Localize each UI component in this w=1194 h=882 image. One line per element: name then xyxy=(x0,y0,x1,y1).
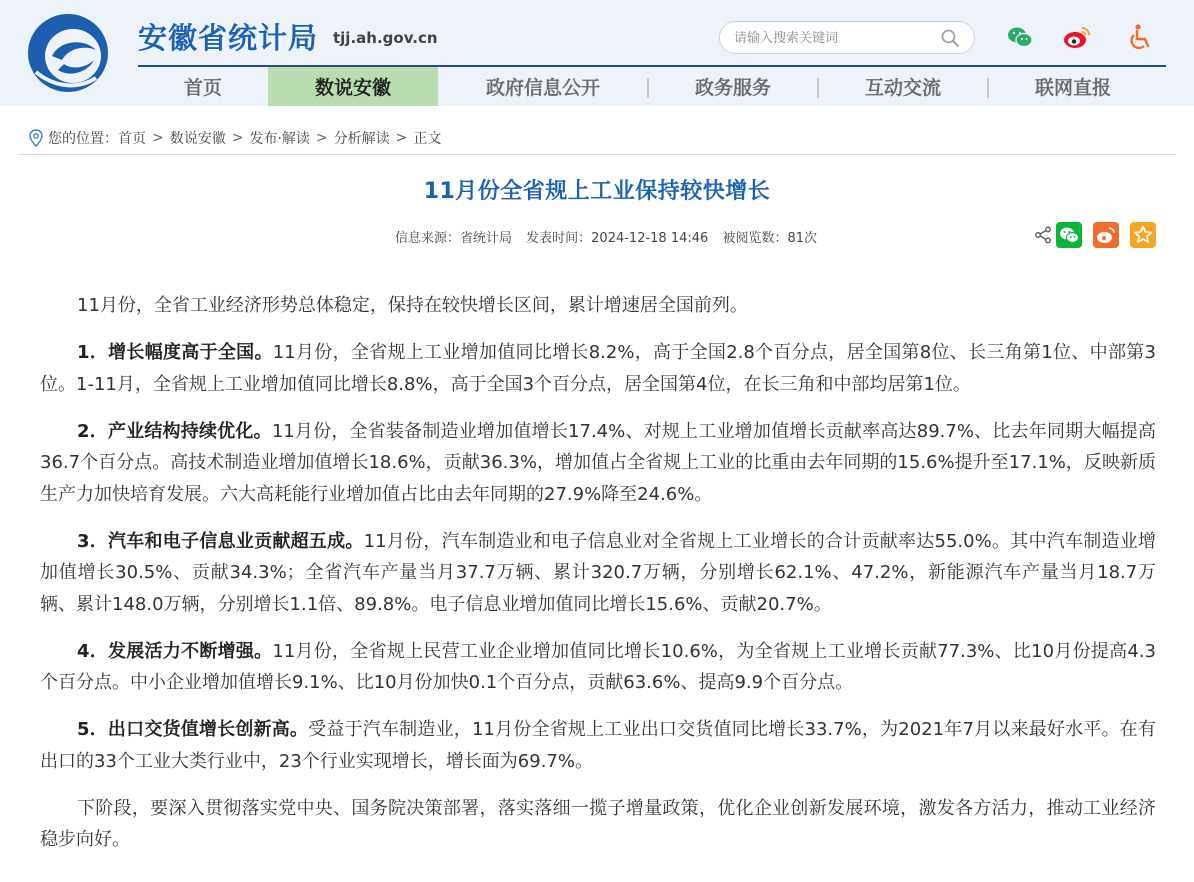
breadcrumb-item-current: 正文 xyxy=(413,131,442,147)
site-name[interactable]: 安徽省统计局 xyxy=(138,21,319,55)
paragraph-lead: 5．出口交货值增长创新高。 xyxy=(77,719,309,740)
share-icon[interactable] xyxy=(1034,226,1052,244)
paragraph-text: 11月份，全省规上民营工业企业增加值同比增长10.6%，为全省规上工业增长贡献77.3%、比10月份提高4.3个百分点。中小企业增加值增长9.1%、比10月份加快0.1个百分点，贡献63.6%、提高9.9个百分点。 xyxy=(40,640,1157,693)
paragraph-lead: 4．发展活力不断增强。 xyxy=(77,640,273,662)
search-icon[interactable] xyxy=(940,28,960,48)
article-views: 被阅览数：81次 xyxy=(722,231,817,246)
nav-gov-info[interactable]: 政府信息公开 xyxy=(485,77,600,99)
nav-online-report[interactable]: 联网直报 xyxy=(1034,77,1111,99)
article-paragraph xyxy=(40,290,1156,322)
share-weibo-button[interactable] xyxy=(1093,222,1119,248)
nav-interaction[interactable]: 互动交流 xyxy=(864,77,941,99)
breadcrumb xyxy=(28,128,441,148)
site-header xyxy=(0,0,1194,106)
article-paragraph xyxy=(40,337,1156,400)
search-input[interactable] xyxy=(734,28,934,48)
accessibility-icon[interactable] xyxy=(1124,22,1154,52)
article-title: 11月份全省规上工业保持较快增长 xyxy=(423,179,771,204)
favorite-button[interactable] xyxy=(1130,222,1156,248)
main-nav xyxy=(138,67,1166,106)
weibo-icon[interactable] xyxy=(1062,22,1092,52)
paragraph-text: 11月份，汽车制造业和电子信息业对全省规上工业增长的合计贡献率达55.0%。其中汽车制造业增加值增长30.5%、贡献34.3%；全省汽车产量当月37.7万辆、累计320.7万辆，分别增长62.1%、47.2%，新能源汽车产量当月18.7万辆、累计148.0万辆，分别增长1.1倍、89.8%。电子信息业增加值同比增长15.6%、贡献20.7%。 xyxy=(40,530,1156,615)
breadcrumb-separator: > xyxy=(395,130,408,146)
breadcrumb-item-home[interactable]: 首页 xyxy=(118,131,146,147)
site-domain: tjj.ah.gov.cn xyxy=(333,29,438,47)
breadcrumb-divider xyxy=(18,154,1176,155)
article-published: 发表时间：2024-12-18 14:46 xyxy=(526,231,709,246)
paragraph-lead: 1．增长幅度高于全国。 xyxy=(77,342,273,363)
article-paragraph xyxy=(40,416,1156,511)
paragraph-text: 11月份，全省装备制造业增加值增长17.4%、对规上工业增加值增长贡献率高达89.7%、比去年同期大幅提高36.7个百分点。高技术制造业增加值增长18.6%，贡献36.3%，增加值占全省规上工业的比重由去年同期的15.6%提升至17.1%，反映新质生产力加快培育发展。六大高耗能行业增加值占比由去年同期的27.9%降至24.6%。 xyxy=(40,420,1156,505)
wechat-icon[interactable] xyxy=(1005,22,1035,52)
article-paragraph xyxy=(40,793,1156,856)
share-wechat-icon xyxy=(1056,222,1082,248)
breadcrumb-separator: > xyxy=(315,130,328,146)
article-paragraph xyxy=(40,526,1156,621)
breadcrumb-item-data-anhui[interactable]: 数说安徽 xyxy=(169,131,226,147)
nav-data-anhui[interactable]: 数说安徽 xyxy=(268,67,438,106)
paragraph-text: 11月份，全省工业经济形势总体稳定，保持在较快增长区间，累计增速居全国前列。 xyxy=(77,295,748,316)
favorite-icon xyxy=(1130,222,1156,248)
search-box xyxy=(719,21,975,54)
breadcrumb-item-analysis[interactable]: 分析解读 xyxy=(333,131,390,147)
location-icon xyxy=(28,129,44,147)
article-meta xyxy=(395,227,827,246)
share-weibo-icon xyxy=(1093,222,1119,248)
article-paragraph xyxy=(40,714,1156,777)
breadcrumb-separator: > xyxy=(152,130,164,146)
share-wechat-button[interactable] xyxy=(1056,222,1082,248)
breadcrumb-item-release[interactable]: 发布·解读 xyxy=(249,131,310,147)
breadcrumb-prefix: 您的位置： xyxy=(48,131,118,147)
paragraph-text: 受益于汽车制造业，11月份全省规上工业出口交货值同比增长33.7%，为2021年7月以来最好水平。在有出口的33个工业大类行业中，23个行业实现增长，增长面为69.7%。 xyxy=(40,719,1156,772)
paragraph-lead: 3．汽车和电子信息业贡献超五成。 xyxy=(77,530,364,552)
nav-gov-services[interactable]: 政务服务 xyxy=(694,77,771,99)
paragraph-text: 11月份，全省规上工业增加值同比增长8.2%，高于全国2.8个百分点，居全国第8位、长三角第1位、中部第3位。1-11月，全省规上工业增加值同比增长8.8%，高于全国3个百分点，居全国第4位，在长三角和中部均居第1位。 xyxy=(40,342,1156,395)
article-paragraph xyxy=(40,636,1156,699)
article-body xyxy=(40,290,1156,871)
nav-home[interactable]: 首页 xyxy=(183,77,222,99)
paragraph-lead: 2．产业结构持续优化。 xyxy=(77,420,272,442)
breadcrumb-separator: > xyxy=(231,130,244,146)
article-source: 信息来源：省统计局 xyxy=(395,231,513,246)
logo[interactable] xyxy=(26,12,110,94)
paragraph-text: 下阶段，要深入贯彻落实党中央、国务院决策部署，落实落细一揽子增量政策，优化企业创新发展环境，激发各方活力，推动工业经济稳步向好。 xyxy=(40,797,1156,850)
